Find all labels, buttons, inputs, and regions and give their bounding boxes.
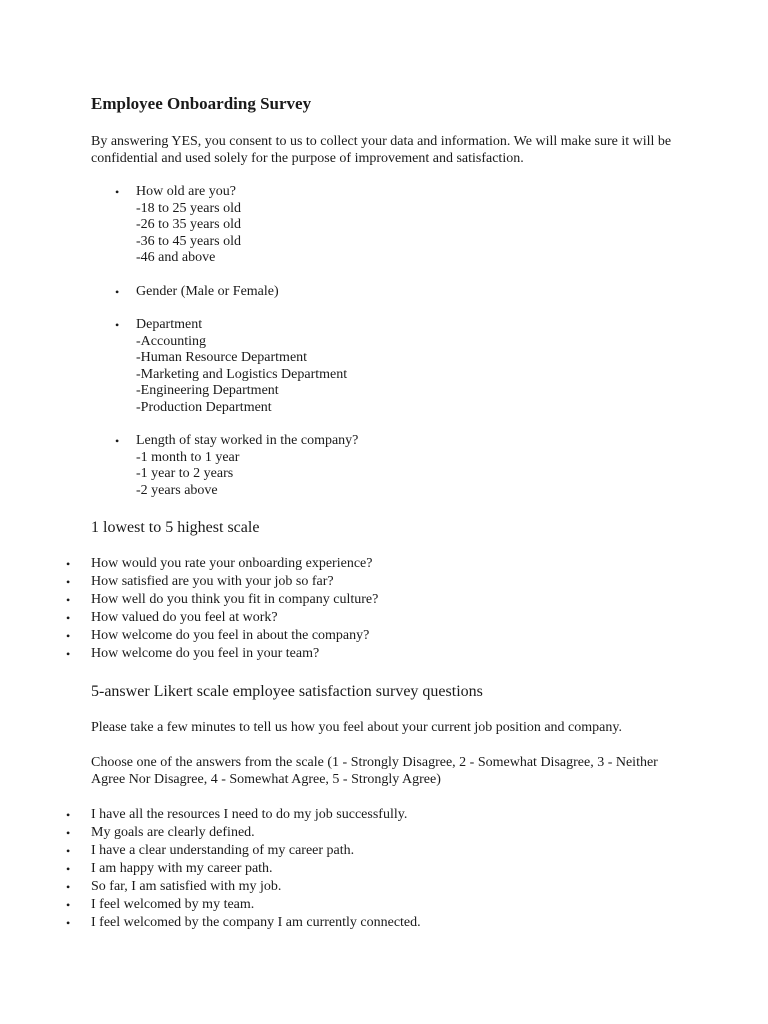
likert-statement: I have a clear understanding of my career path. bbox=[91, 843, 355, 858]
bullet-icon: • bbox=[66, 611, 71, 625]
list-item bbox=[66, 806, 421, 824]
scale-section-heading: 1 lowest to 5 highest scale bbox=[91, 519, 260, 536]
page-title: Employee Onboarding Survey bbox=[91, 94, 312, 113]
scale-question: How satisfied are you with your job so far? bbox=[91, 574, 334, 589]
scale-question: How welcome do you feel in about the company? bbox=[91, 628, 370, 643]
bullet-icon: • bbox=[115, 434, 120, 448]
likert-statement: I feel welcomed by my team. bbox=[91, 897, 255, 912]
bullet-icon: • bbox=[66, 916, 71, 930]
list-item bbox=[66, 842, 421, 860]
bullet-icon: • bbox=[66, 844, 71, 858]
answer-option: -18 to 25 years old bbox=[136, 200, 241, 216]
likert-section-heading: 5-answer Likert scale employee satisfaction survey questions bbox=[91, 683, 483, 700]
consent-paragraph: By answering YES, you consent to us to collect your data and information. We will make sure it will be confidential and used solely for the purpose of improvement and satisfaction. bbox=[91, 134, 672, 166]
likert-statement: So far, I am satisfied with my job. bbox=[91, 879, 282, 894]
demographic-item-department bbox=[115, 317, 348, 416]
list-item bbox=[66, 555, 378, 573]
scale-question: How welcome do you feel in your team? bbox=[91, 646, 320, 661]
answer-option: -Accounting bbox=[136, 333, 206, 349]
answer-option: -Engineering Department bbox=[136, 383, 279, 398]
likert-statement: I have all the resources I need to do my job successfully. bbox=[91, 807, 408, 822]
bullet-icon: • bbox=[66, 629, 71, 643]
scale-question: How well do you think you fit in company culture? bbox=[91, 592, 379, 607]
demographic-item-length-of-stay bbox=[115, 433, 359, 499]
list-item bbox=[66, 627, 378, 645]
answer-option: -1 month to 1 year bbox=[136, 449, 240, 465]
list-item bbox=[66, 824, 421, 842]
answer-option: -36 to 45 years old bbox=[136, 233, 241, 249]
bullet-icon: • bbox=[66, 575, 71, 589]
bullet-icon: • bbox=[115, 285, 120, 299]
bullet-icon: • bbox=[66, 826, 71, 840]
likert-statement-list bbox=[66, 806, 421, 932]
bullet-icon: • bbox=[66, 557, 71, 571]
answer-option: -46 and above bbox=[136, 250, 216, 265]
list-item bbox=[66, 645, 378, 663]
likert-statement: I feel welcomed by the company I am currently connected. bbox=[91, 915, 421, 930]
list-item bbox=[66, 896, 421, 914]
question-label: How old are you? bbox=[136, 184, 236, 199]
likert-instructions: Choose one of the answers from the scale (1 - Strongly Disagree, 2 - Somewhat Disagree, 3 - Neither Agree Nor Disagree, 4 - Somewhat Agree, 5 - Strongly Agree) bbox=[91, 755, 658, 787]
list-item bbox=[66, 591, 378, 609]
bullet-icon: • bbox=[66, 593, 71, 607]
answer-option: -2 years above bbox=[136, 482, 218, 498]
answer-option: -1 year to 2 years bbox=[136, 466, 234, 481]
likert-statement: My goals are clearly defined. bbox=[91, 825, 255, 840]
likert-statement: I am happy with my career path. bbox=[91, 861, 273, 876]
answer-option: -Production Department bbox=[136, 399, 272, 415]
scale-question: How would you rate your onboarding experience? bbox=[91, 556, 373, 571]
bullet-icon: • bbox=[66, 880, 71, 894]
bullet-icon: • bbox=[66, 862, 71, 876]
list-item bbox=[66, 914, 421, 932]
demographic-item-gender bbox=[115, 284, 279, 301]
bullet-icon: • bbox=[66, 808, 71, 822]
demographic-item-age bbox=[115, 184, 241, 267]
list-item bbox=[66, 573, 378, 591]
scale-question: How valued do you feel at work? bbox=[91, 610, 278, 625]
list-item bbox=[66, 860, 421, 878]
bullet-icon: • bbox=[115, 185, 120, 199]
list-item bbox=[66, 878, 421, 896]
likert-intro: Please take a few minutes to tell us how you feel about your current job position and company. bbox=[91, 720, 622, 735]
answer-option: -Marketing and Logistics Department bbox=[136, 366, 348, 382]
list-item bbox=[66, 609, 378, 627]
answer-option: -26 to 35 years old bbox=[136, 217, 241, 232]
scale-question-list bbox=[66, 555, 378, 663]
answer-option: -Human Resource Department bbox=[136, 350, 308, 365]
question-label: Gender (Male or Female) bbox=[136, 284, 279, 299]
question-label: Length of stay worked in the company? bbox=[136, 433, 359, 448]
question-label: Department bbox=[136, 317, 203, 332]
bullet-icon: • bbox=[66, 898, 71, 912]
bullet-icon: • bbox=[66, 647, 71, 661]
bullet-icon: • bbox=[115, 318, 120, 332]
